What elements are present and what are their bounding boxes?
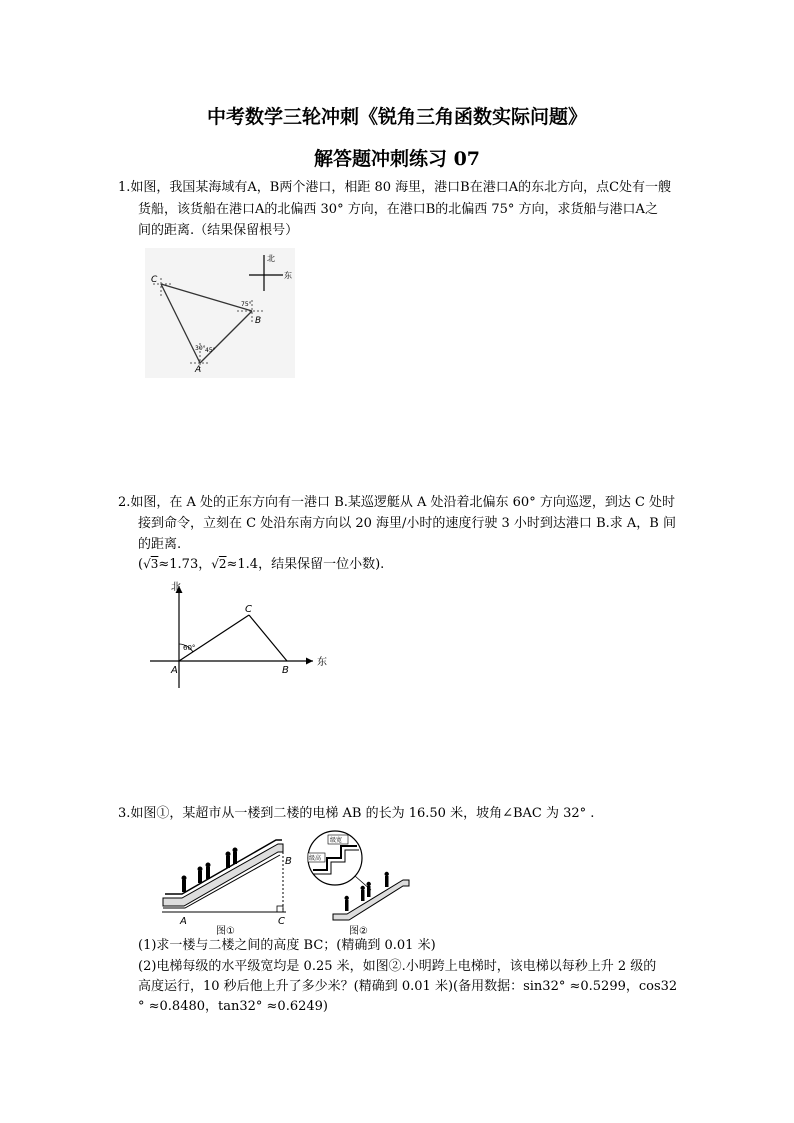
q3-fig2-caption: 图② (349, 926, 368, 937)
q1-label-B: B (255, 316, 262, 326)
q3-fig2-label-width: 级宽 (330, 837, 343, 844)
q2-line1: 2.如图，在 A 处的正东方向有一港口 B.某巡逻艇从 A 处沿着北偏东 60° 方向巡逻，到达 C 处时 (118, 495, 676, 510)
q1-label-A: A (195, 365, 202, 375)
q2-line2: 接到命令，立刻在 C 处沿东南方向以 20 海里/小时的速度行驶 3 小时到达港口 B.求 A，B 间 (138, 516, 676, 531)
q2-side-CB (249, 615, 287, 661)
q1-angle-75: 75° (241, 301, 252, 308)
q1-angle-45: 45° (205, 347, 216, 354)
q2-angle-60: 60° (183, 644, 196, 652)
q2-side-AC (179, 615, 249, 661)
q3-figure-2 (305, 828, 415, 938)
q2-label-B: B (282, 665, 289, 676)
q2-label-A: A (171, 665, 178, 676)
q3-figure-1 (160, 828, 300, 938)
q3-fig1-label-B: B (285, 856, 292, 867)
q3-sub2-line3: ° ≈0.8480，tan32° ≈0.6249) (138, 999, 328, 1014)
q2-line4: (√3≈1.73，√2≈1.4，结果保留一位小数). (138, 557, 385, 572)
q1-line1: 1.如图，我国某海域有A，B两个港口，相距 80 海里，港口B在港口A的东北方向，点C处有一艘 (118, 180, 672, 195)
q3-fig1-label-C: C (278, 916, 285, 927)
q1-north-label: 北 (267, 254, 275, 263)
q1-line2: 货船，该货船在港口A的北偏西 30° 方向，在港口B的北偏西 75° 方向，求货船与港口A之 (138, 202, 658, 217)
q3-fig1-caption: 图① (216, 926, 235, 937)
q1-label-C: C (151, 275, 158, 285)
q2-figure (145, 578, 335, 693)
q2-label-C: C (245, 604, 252, 615)
q3-sub1: (1)求一楼与二楼之间的高度 BC；(精确到 0.01 米) (138, 938, 436, 953)
q1-east-label: 东 (284, 271, 292, 280)
q1-angle-30: 30° (195, 345, 206, 352)
q2-north-label: 北 (171, 582, 181, 593)
q1-line3: 间的距离.（结果保留根号） (138, 223, 299, 238)
q3-sub2-line2: 高度运行，10 秒后他上升了多少米？(精确到 0.01 米)(备用数据：sin32° ≈0.5299，cos32 (138, 979, 678, 994)
q2-east-label: 东 (317, 657, 327, 668)
q3-fig1-label-A: A (180, 916, 187, 927)
q3-line1: 3.如图①，某超市从一楼到二楼的电梯 AB 的长为 16.50 米，坡角∠BAC 为 32° . (118, 806, 595, 821)
q3-sub2-line1: (2)电梯每级的水平级宽均是 0.25 米，如图②.小明跨上电梯时，该电梯以每秒上升 2 级的 (138, 959, 657, 974)
q1-figure (145, 248, 295, 378)
q2-line3: 的距离. (138, 537, 182, 552)
page-subtitle: 解答题冲刺练习 07 (313, 148, 481, 170)
q3-fig2-label-height: 级高 (309, 855, 322, 862)
page-title: 中考数学三轮冲刺《锐角三角函数实际问题》 (206, 106, 587, 128)
